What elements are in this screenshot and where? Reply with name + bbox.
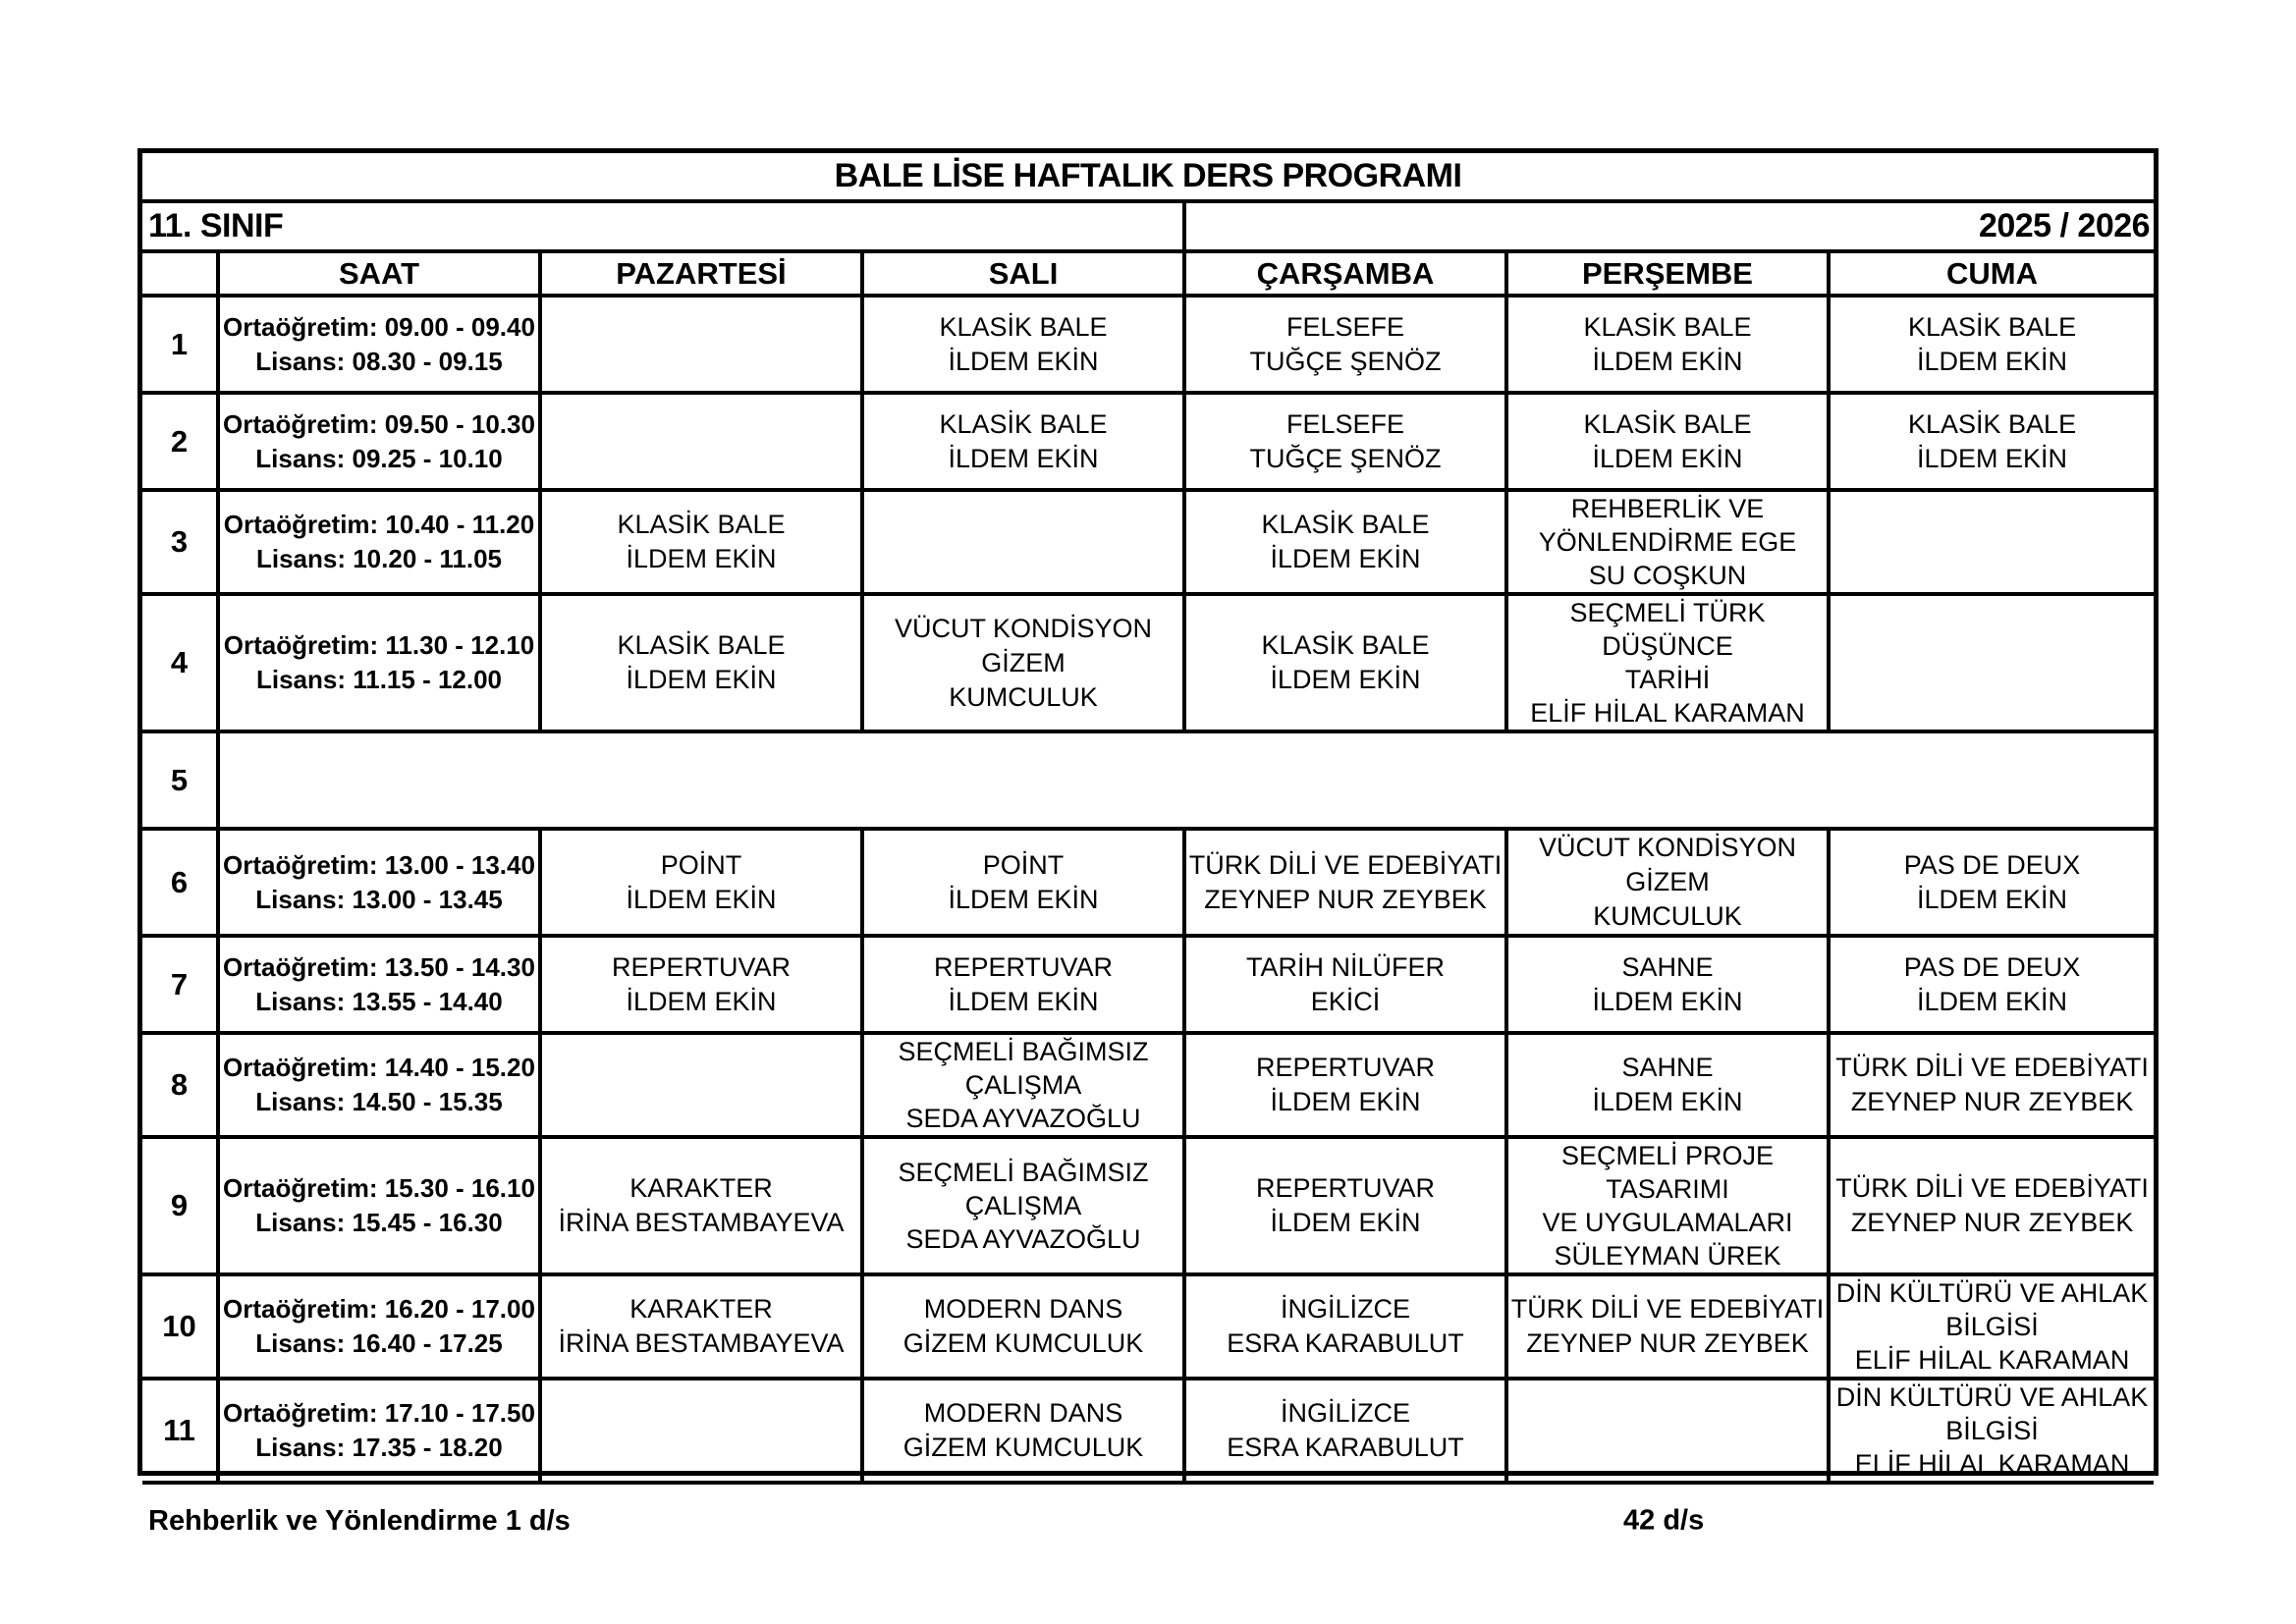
- lesson-name: KLASİK BALE: [617, 510, 786, 539]
- header-carsamba: ÇARŞAMBA: [1184, 251, 1506, 296]
- lesson-line: İLDEM EKİN: [948, 346, 1099, 376]
- time-cell: [218, 393, 540, 490]
- period-number: 10: [142, 1274, 218, 1379]
- lesson-name: KLASİK BALE: [1261, 630, 1430, 660]
- lesson-name: VÜCUT KONDİSYON GİZEM: [1538, 833, 1797, 896]
- period-number: 4: [142, 594, 218, 731]
- lesson-name: SEÇMELİ BAĞIMSIZ: [898, 1158, 1149, 1187]
- lesson-cell-sali: [862, 594, 1184, 731]
- header-cuma: CUMA: [1829, 251, 2154, 296]
- lesson-line: ELİF HİLAL KARAMAN: [1530, 698, 1805, 728]
- time-secondary: Ortaöğretim: 16.20 - 17.00: [223, 1294, 535, 1324]
- time-cell: [218, 1379, 540, 1483]
- lesson-name: KLASİK BALE: [1907, 408, 2077, 439]
- time-secondary: Ortaöğretim: 13.00 - 13.40: [223, 849, 535, 880]
- period-number: 5: [142, 731, 218, 829]
- table-row: [142, 1274, 2154, 1379]
- lesson-cell-cuma: [1829, 829, 2154, 936]
- lesson-cell-cuma: [1829, 1274, 2154, 1379]
- lesson-line: İLDEM EKİN: [948, 443, 1099, 473]
- lesson-cell-carsamba: [1184, 1379, 1506, 1483]
- time-undergrad: Lisans: 10.20 - 11.05: [255, 544, 503, 573]
- header-blank: [142, 251, 218, 296]
- lesson-line: İLDEM EKİN: [626, 884, 777, 914]
- lesson-name: REPERTUVAR: [1255, 1173, 1436, 1203]
- lesson-name: MODERN DANS: [923, 1398, 1123, 1428]
- lesson-line: İLDEM EKİN: [1270, 1208, 1421, 1237]
- time-undergrad: Lisans: 13.55 - 14.40: [255, 986, 503, 1016]
- lesson-line: SÜLEYMAN ÜREK: [1554, 1241, 1781, 1271]
- table-row: [142, 829, 2154, 936]
- time-secondary: Ortaöğretim: 13.50 - 14.30: [223, 951, 535, 982]
- lesson-name: DİN KÜLTÜRÜ VE AHLAK: [1835, 1382, 2149, 1412]
- lesson-line: İLDEM EKİN: [626, 665, 777, 694]
- lesson-cell-carsamba: [1184, 393, 1506, 490]
- time-secondary: Ortaöğretim: 17.10 - 17.50: [223, 1398, 535, 1428]
- time-cell: [218, 1137, 540, 1274]
- lesson-line: İRİNA BESTAMBAYEVA: [558, 1328, 845, 1358]
- time-secondary: Ortaöğretim: 09.50 - 10.30: [223, 408, 535, 439]
- lesson-line: ÇALIŞMA: [964, 1191, 1082, 1220]
- lesson-cell-persembe: [1506, 1274, 1829, 1379]
- lesson-line: SEDA AYVAZOĞLU: [905, 1224, 1141, 1254]
- lesson-name: TÜRK DİLİ VE EDEBİYATI: [1510, 1294, 1825, 1324]
- lesson-cell-persembe: [1506, 1137, 1829, 1274]
- footer-row: [142, 1483, 2154, 1557]
- lesson-name: REPERTUVAR: [933, 951, 1114, 982]
- lesson-name: TARİH NİLÜFER: [1245, 951, 1445, 982]
- lesson-name: VÜCUT KONDİSYON GİZEM: [894, 613, 1153, 677]
- period-number: 11: [142, 1379, 218, 1483]
- time-undergrad: Lisans: 09.25 - 10.10: [255, 443, 503, 473]
- period-number: 3: [142, 490, 218, 594]
- time-cell: [218, 936, 540, 1033]
- lesson-line: ELİF HİLAL KARAMAN: [1854, 1345, 2130, 1375]
- lesson-cell-carsamba: [1184, 936, 1506, 1033]
- lesson-line: ZEYNEP NUR ZEYBEK: [1526, 1328, 1809, 1358]
- lesson-cell-persembe: [1506, 490, 1829, 594]
- lesson-line: EKİCİ: [1310, 986, 1381, 1016]
- lesson-line: ÇALIŞMA: [964, 1070, 1082, 1100]
- time-cell: [218, 296, 540, 393]
- header-persembe: PERŞEMBE: [1506, 251, 1829, 296]
- lesson-name: TÜRK DİLİ VE EDEBİYATI: [1835, 1173, 2149, 1203]
- lesson-cell-carsamba: [1184, 490, 1506, 594]
- lesson-name: FELSEFE: [1285, 311, 1405, 342]
- lesson-line: TUĞÇE ŞENÖZ: [1249, 443, 1442, 473]
- lesson-line: İLDEM EKİN: [626, 986, 777, 1016]
- table-row: [142, 393, 2154, 490]
- period-number: 6: [142, 829, 218, 936]
- lesson-cell-cuma: [1829, 594, 2154, 731]
- lesson-line: GİZEM KUMCULUK: [902, 1328, 1144, 1358]
- lesson-cell-carsamba: [1184, 1137, 1506, 1274]
- lesson-line: GİZEM KUMCULUK: [902, 1433, 1144, 1462]
- lesson-cell-sali: [862, 936, 1184, 1033]
- lesson-name: MODERN DANS: [923, 1294, 1123, 1324]
- table-row: [142, 1379, 2154, 1483]
- schedule-table: [142, 153, 2154, 1557]
- table-row: [142, 936, 2154, 1033]
- year-label: 2025 / 2026: [1184, 201, 2154, 251]
- lesson-name: SAHNE: [1621, 1053, 1714, 1082]
- lesson-cell-sali: [862, 1137, 1184, 1274]
- lesson-name: KLASİK BALE: [1583, 408, 1752, 439]
- lesson-line: İLDEM EKİN: [626, 544, 777, 573]
- lesson-line: SEDA AYVAZOĞLU: [905, 1104, 1141, 1133]
- lesson-cell-carsamba: [1184, 594, 1506, 731]
- lesson-cell-sali: [862, 829, 1184, 936]
- lesson-cell-pazartesi: [540, 936, 862, 1033]
- time-secondary: Ortaöğretim: 10.40 - 11.20: [223, 510, 535, 539]
- lesson-cell-cuma: [1829, 936, 2154, 1033]
- lesson-cell-persembe: [1506, 296, 1829, 393]
- header-saat: SAAT: [218, 251, 540, 296]
- lesson-cell-pazartesi: [540, 1379, 862, 1483]
- lesson-line: KUMCULUK: [949, 681, 1098, 712]
- lesson-cell-pazartesi: [540, 296, 862, 393]
- time-cell: [218, 829, 540, 936]
- lesson-cell-sali: [862, 393, 1184, 490]
- break-cell: [218, 731, 2154, 829]
- lesson-line: ZEYNEP NUR ZEYBEK: [1850, 1087, 2134, 1116]
- lesson-line: ZEYNEP NUR ZEYBEK: [1850, 1208, 2134, 1237]
- lesson-cell-cuma: [1829, 393, 2154, 490]
- lesson-line: İRİNA BESTAMBAYEVA: [558, 1208, 845, 1237]
- lesson-name: REHBERLİK VE: [1570, 494, 1765, 523]
- lesson-cell-sali: [862, 1379, 1184, 1483]
- lesson-name: KLASİK BALE: [939, 408, 1108, 439]
- lesson-cell-pazartesi: [540, 1033, 862, 1137]
- lesson-line: İLDEM EKİN: [948, 884, 1099, 914]
- time-undergrad: Lisans: 08.30 - 09.15: [255, 346, 503, 376]
- page-title: BALE LİSE HAFTALIK DERS PROGRAMI: [142, 153, 2154, 201]
- period-number: 1: [142, 296, 218, 393]
- lesson-cell-persembe: [1506, 393, 1829, 490]
- header-pazartesi: PAZARTESİ: [540, 251, 862, 296]
- lesson-cell-pazartesi: [540, 490, 862, 594]
- time-undergrad: Lisans: 15.45 - 16.30: [255, 1208, 503, 1237]
- lesson-name: KLASİK BALE: [1261, 510, 1430, 539]
- lesson-line: İLDEM EKİN: [1270, 544, 1421, 573]
- lesson-name: KLASİK BALE: [939, 311, 1108, 342]
- lesson-line: İLDEM EKİN: [1270, 1087, 1421, 1116]
- class-label: 11. SINIF: [142, 201, 1184, 251]
- lesson-name: TÜRK DİLİ VE EDEBİYATI: [1188, 849, 1503, 880]
- time-secondary: Ortaöğretim: 11.30 - 12.10: [223, 630, 535, 660]
- lesson-cell-carsamba: [1184, 1033, 1506, 1137]
- footer-total: 42 d/s: [1623, 1504, 1705, 1537]
- lesson-cell-persembe: [1506, 594, 1829, 731]
- lesson-line: İLDEM EKİN: [1592, 443, 1743, 473]
- lesson-line: İLDEM EKİN: [1270, 665, 1421, 694]
- lesson-name: DİN KÜLTÜRÜ VE AHLAK: [1835, 1278, 2149, 1308]
- lesson-line: BİLGİSİ: [1945, 1312, 2039, 1341]
- lesson-name: KARAKTER: [629, 1173, 773, 1203]
- lesson-name: KLASİK BALE: [1907, 311, 2077, 342]
- time-undergrad: Lisans: 14.50 - 15.35: [255, 1087, 503, 1116]
- footer-cell: [142, 1483, 2154, 1557]
- lesson-name: POİNT: [982, 849, 1065, 880]
- lesson-line: VE UYGULAMALARI: [1542, 1208, 1793, 1237]
- lesson-line: İLDEM EKİN: [1917, 884, 2068, 914]
- lesson-name: SEÇMELİ PROJE TASARIMI: [1560, 1141, 1775, 1204]
- lesson-line: TARİHİ: [1624, 665, 1711, 694]
- table-row: [142, 296, 2154, 393]
- lesson-name: TÜRK DİLİ VE EDEBİYATI: [1835, 1053, 2149, 1082]
- lesson-name: İNGİLİZCE: [1280, 1294, 1411, 1324]
- lesson-cell-persembe: [1506, 936, 1829, 1033]
- lesson-cell-cuma: [1829, 1137, 2154, 1274]
- time-secondary: Ortaöğretim: 14.40 - 15.20: [223, 1053, 535, 1082]
- table-row: [142, 594, 2154, 731]
- lesson-name: İNGİLİZCE: [1280, 1398, 1411, 1428]
- lesson-line: İLDEM EKİN: [1917, 443, 2068, 473]
- lesson-name: PAS DE DEUX: [1903, 849, 2081, 880]
- time-undergrad: Lisans: 16.40 - 17.25: [255, 1328, 503, 1358]
- time-undergrad: Lisans: 11.15 - 12.00: [255, 665, 503, 694]
- lesson-cell-cuma: [1829, 490, 2154, 594]
- lesson-cell-carsamba: [1184, 296, 1506, 393]
- time-undergrad: Lisans: 17.35 - 18.20: [255, 1433, 503, 1462]
- lesson-cell-persembe: [1506, 1033, 1829, 1137]
- lesson-cell-pazartesi: [540, 829, 862, 936]
- lesson-line: ESRA KARABULUT: [1227, 1433, 1464, 1462]
- lesson-name: KLASİK BALE: [617, 630, 786, 660]
- lesson-line: TUĞÇE ŞENÖZ: [1249, 346, 1442, 376]
- lesson-cell-sali: [862, 296, 1184, 393]
- lesson-cell-persembe: [1506, 829, 1829, 936]
- lesson-name: KLASİK BALE: [1583, 311, 1752, 342]
- lesson-cell-sali: [862, 490, 1184, 594]
- lesson-cell-cuma: [1829, 296, 2154, 393]
- lesson-name: SAHNE: [1621, 951, 1714, 982]
- lesson-cell-pazartesi: [540, 594, 862, 731]
- lesson-line: İLDEM EKİN: [1917, 986, 2068, 1016]
- time-cell: [218, 1033, 540, 1137]
- lesson-line: KUMCULUK: [1593, 901, 1742, 931]
- lesson-cell-pazartesi: [540, 1274, 862, 1379]
- lesson-name: POİNT: [660, 849, 742, 880]
- lesson-line: ESRA KARABULUT: [1227, 1328, 1464, 1358]
- time-cell: [218, 1274, 540, 1379]
- time-cell: [218, 490, 540, 594]
- lesson-line: İLDEM EKİN: [1917, 346, 2068, 376]
- lesson-line: İLDEM EKİN: [1592, 1087, 1743, 1116]
- lesson-cell-sali: [862, 1033, 1184, 1137]
- lesson-line: SU COŞKUN: [1588, 561, 1747, 590]
- lesson-name: REPERTUVAR: [611, 951, 792, 982]
- lesson-cell-carsamba: [1184, 1274, 1506, 1379]
- lesson-line: ELİF HİLAL KARAMAN: [1854, 1449, 2130, 1479]
- period-number: 8: [142, 1033, 218, 1137]
- time-secondary: Ortaöğretim: 15.30 - 16.10: [223, 1173, 535, 1203]
- period-number: 7: [142, 936, 218, 1033]
- lesson-line: BİLGİSİ: [1945, 1416, 2039, 1445]
- schedule-sheet: [137, 148, 2159, 1537]
- lesson-name: FELSEFE: [1285, 408, 1405, 439]
- lesson-name: SEÇMELİ BAĞIMSIZ: [898, 1037, 1149, 1066]
- table-row: [142, 490, 2154, 594]
- lesson-cell-cuma: [1829, 1379, 2154, 1483]
- lesson-cell-cuma: [1829, 1033, 2154, 1137]
- period-number: 2: [142, 393, 218, 490]
- time-cell: [218, 594, 540, 731]
- lesson-name: SEÇMELİ TÜRK DÜŞÜNCE: [1569, 598, 1766, 661]
- lesson-cell-pazartesi: [540, 393, 862, 490]
- period-number: 9: [142, 1137, 218, 1274]
- table-row: [142, 731, 2154, 829]
- footer-note: Rehberlik ve Yönlendirme 1 d/s: [148, 1504, 571, 1537]
- time-secondary: Ortaöğretim: 09.00 - 09.40: [223, 311, 535, 342]
- lesson-line: ZEYNEP NUR ZEYBEK: [1204, 884, 1487, 914]
- lesson-name: REPERTUVAR: [1255, 1053, 1436, 1082]
- header-sali: SALI: [862, 251, 1184, 296]
- lesson-name: PAS DE DEUX: [1903, 951, 2081, 982]
- lesson-name: KARAKTER: [629, 1294, 773, 1324]
- lesson-cell-carsamba: [1184, 829, 1506, 936]
- table-row: [142, 1137, 2154, 1274]
- lesson-line: İLDEM EKİN: [1592, 346, 1743, 376]
- lesson-cell-persembe: [1506, 1379, 1829, 1483]
- lesson-line: YÖNLENDİRME EGE: [1538, 527, 1797, 557]
- lesson-line: İLDEM EKİN: [948, 986, 1099, 1016]
- table-row: [142, 1033, 2154, 1137]
- lesson-cell-sali: [862, 1274, 1184, 1379]
- time-undergrad: Lisans: 13.00 - 13.45: [255, 884, 503, 914]
- lesson-line: İLDEM EKİN: [1592, 986, 1743, 1016]
- lesson-cell-pazartesi: [540, 1137, 862, 1274]
